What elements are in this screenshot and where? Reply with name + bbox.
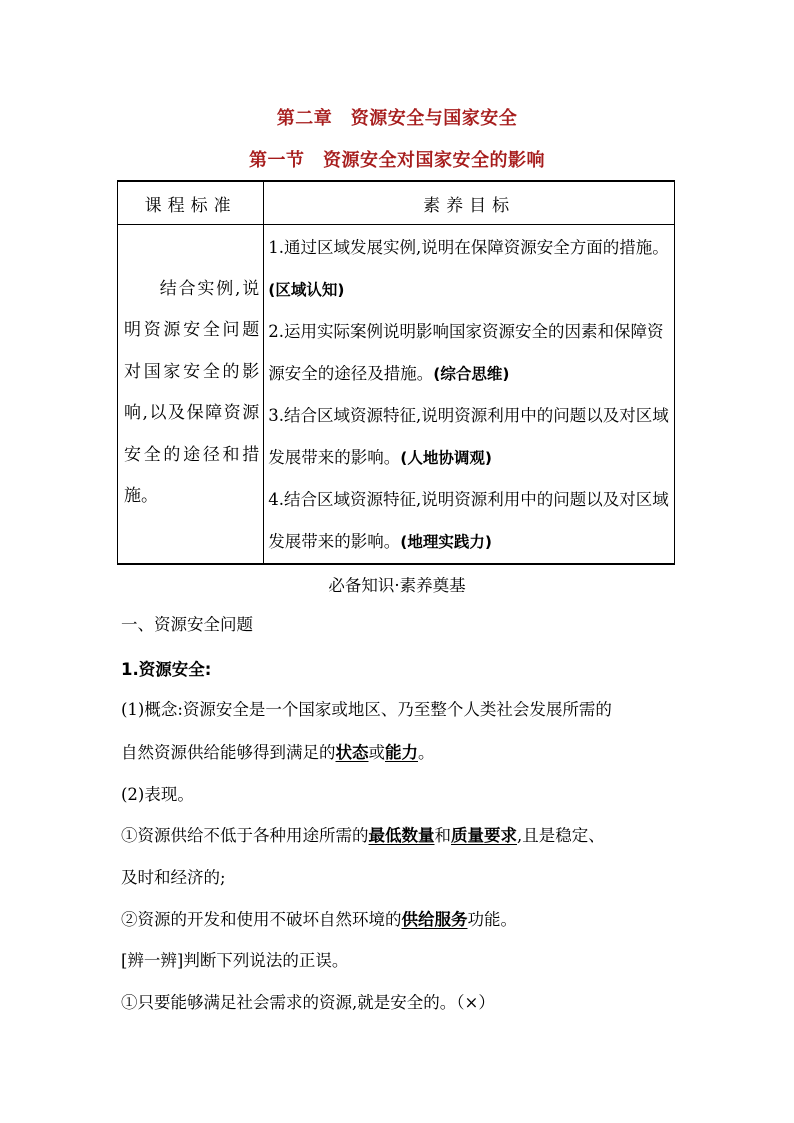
section-banner: 必备知识·素养奠基 — [328, 576, 466, 595]
keyword-min-quantity: 最低数量 — [368, 826, 435, 845]
standards-table — [117, 180, 675, 565]
keyword-state: 状态 — [335, 743, 369, 762]
manifest-1-line-a: ①资源供给不低于各种用途所需的最低数量和质量要求,且是稳定、 — [121, 826, 605, 845]
goal-item-2: 2.运用实际案例说明影响国家资源安全的因素和保障资源安全的途径及措施。(综合思维) — [268, 322, 664, 383]
section-title: 第一节 资源安全对国家安全的影响 — [249, 150, 545, 171]
chapter-title: 第二章 资源安全与国家安全 — [276, 108, 518, 129]
point-1: 1.资源安全: — [121, 660, 212, 679]
judge-item-1: ①只要能够满足社会需求的资源,就是安全的。（×） — [121, 993, 495, 1012]
manifest-heading: (2)表现。 — [121, 785, 194, 804]
table-header-row — [118, 181, 675, 225]
keyword-quality: 质量要求 — [451, 826, 517, 845]
concept-line-b: 自然资源供给能够得到满足的状态或能力。 — [121, 743, 435, 762]
goal-tag-2: (综合思维) — [433, 364, 510, 383]
table-body-row — [118, 225, 675, 565]
keyword-ability: 能力 — [385, 743, 418, 762]
literacy-goals-cell — [264, 225, 675, 565]
concept-line-a: (1)概念:资源安全是一个国家或地区、乃至整个人类社会发展所需的 — [121, 700, 612, 719]
judge-heading: [辨一辨]判断下列说法的正误。 — [121, 951, 349, 970]
goal-item-1: 1.通过区域发展实例,说明在保障资源安全方面的措施。(区域认知) — [268, 238, 669, 299]
manifest-1-line-b: 及时和经济的; — [121, 868, 226, 887]
course-standard-text: 结合实例,说明资源安全问题对国家安全的影响,以及保障资源安全的途径和措施。 — [124, 278, 260, 506]
goal-tag-4: (地理实践力) — [400, 532, 492, 551]
header-literacy-goals: 素养目标 — [264, 181, 675, 225]
header-course-standard: 课程标准 — [118, 181, 264, 225]
goal-item-3: 3.结合区域资源特征,说明资源利用中的问题以及对区域发展带来的影响。(人地协调观) — [268, 406, 669, 467]
goal-item-4: 4.结合区域资源特征,说明资源利用中的问题以及对区域发展带来的影响。(地理实践力) — [268, 490, 669, 551]
content-heading: 一、资源安全问题 — [121, 615, 253, 634]
goal-tag-3: (人地协调观) — [400, 448, 492, 467]
course-standard-cell — [118, 225, 264, 565]
goal-tag-1: (区域认知) — [268, 280, 345, 299]
keyword-supply-service: 供给服务 — [401, 910, 468, 929]
manifest-2: ②资源的开发和使用不破坏自然环境的供给服务功能。 — [121, 910, 517, 929]
